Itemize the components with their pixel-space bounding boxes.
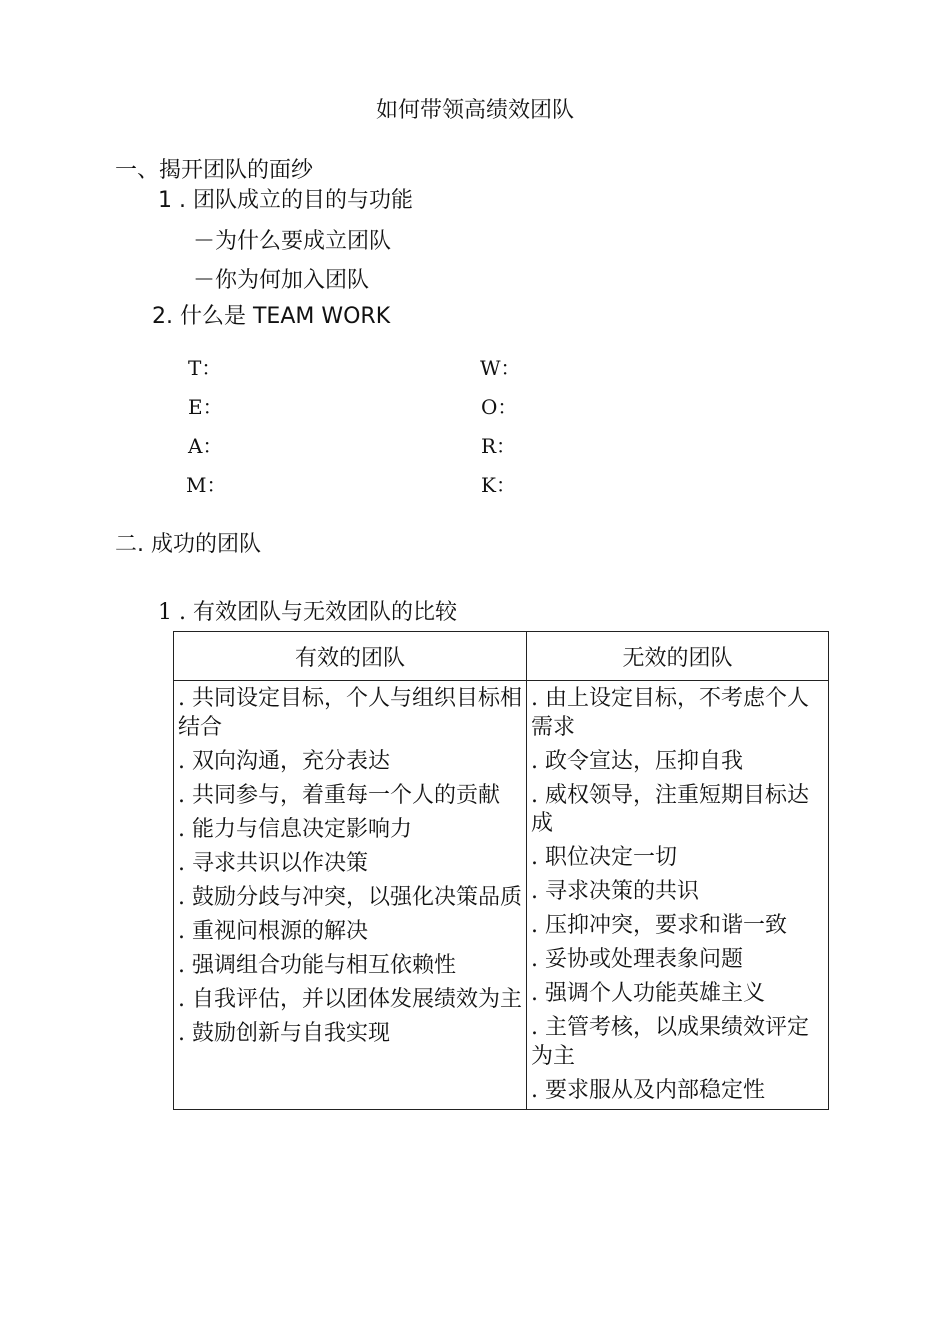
effective-item: . 自我评估，并以团体发展绩效为主: [178, 986, 522, 1012]
comparison-table: [173, 631, 829, 1110]
ineffective-item: . 由上设定目标，不考虑个人需求: [531, 686, 809, 740]
effective-item: . 共同参与，着重每一个人的贡献: [178, 782, 500, 808]
ineffective-item: . 压抑冲突，要求和谐一致: [531, 913, 787, 938]
section-1-item-2: 2. 什么是 TEAM WORK: [152, 304, 391, 329]
ineffective-item: . 寻求决策的共识: [531, 879, 699, 904]
effective-item: . 共同设定目标，个人与组织目标相结合: [178, 686, 522, 740]
team-letter-m: M：: [186, 473, 227, 497]
ineffective-item: . 妥协或处理表象问题: [531, 947, 743, 972]
effective-item: . 寻求共识以作决策: [178, 850, 368, 876]
ineffective-item: . 主管考核，以成果绩效评定为主: [531, 1015, 809, 1069]
team-letter-t: T：: [188, 356, 222, 380]
ineffective-team-column: [527, 681, 829, 1110]
work-letter-w: W：: [480, 356, 521, 380]
effective-team-column: [174, 681, 527, 1110]
section-1-item-1: 1 . 团队成立的目的与功能: [158, 188, 413, 213]
ineffective-item: . 职位决定一切: [531, 845, 677, 870]
header-effective-team: 有效的团队: [174, 632, 527, 681]
header-ineffective-team: 无效的团队: [527, 632, 829, 681]
section-2-heading: 二. 成功的团队: [115, 532, 261, 557]
ineffective-item: . 强调个人功能英雄主义: [531, 981, 765, 1006]
document-title: 如何带领高绩效团队: [375, 98, 574, 123]
table-header-row: [174, 632, 829, 681]
ineffective-item: . 要求服从及内部稳定性: [531, 1077, 765, 1103]
effective-item: . 强调组合功能与相互依赖性: [178, 952, 456, 978]
work-letter-k: K：: [481, 473, 516, 497]
ineffective-item: . 威权领导，注重短期目标达成: [531, 782, 809, 836]
question-why-form-team: －为什么要成立团队: [193, 229, 392, 254]
work-letter-o: O：: [481, 395, 518, 419]
effective-item: . 重视问根源的解决: [178, 918, 368, 944]
section-2-item-1: 1 . 有效团队与无效团队的比较: [158, 600, 457, 625]
section-1-heading: 一、揭开团队的面纱: [115, 158, 314, 183]
effective-item: . 鼓励分歧与冲突，以强化决策品质: [178, 884, 522, 910]
team-letter-a: A：: [188, 434, 223, 458]
team-letter-e: E：: [188, 395, 223, 419]
ineffective-item: . 政令宣达，压抑自我: [531, 748, 743, 774]
effective-item: . 能力与信息决定影响力: [178, 816, 412, 842]
effective-item: . 双向沟通，充分表达: [178, 748, 390, 774]
question-why-join-team: －你为何加入团队: [193, 268, 370, 293]
work-letter-r: R：: [481, 434, 517, 458]
table-body-row: [174, 681, 829, 1110]
effective-item: . 鼓励创新与自我实现: [178, 1020, 390, 1046]
